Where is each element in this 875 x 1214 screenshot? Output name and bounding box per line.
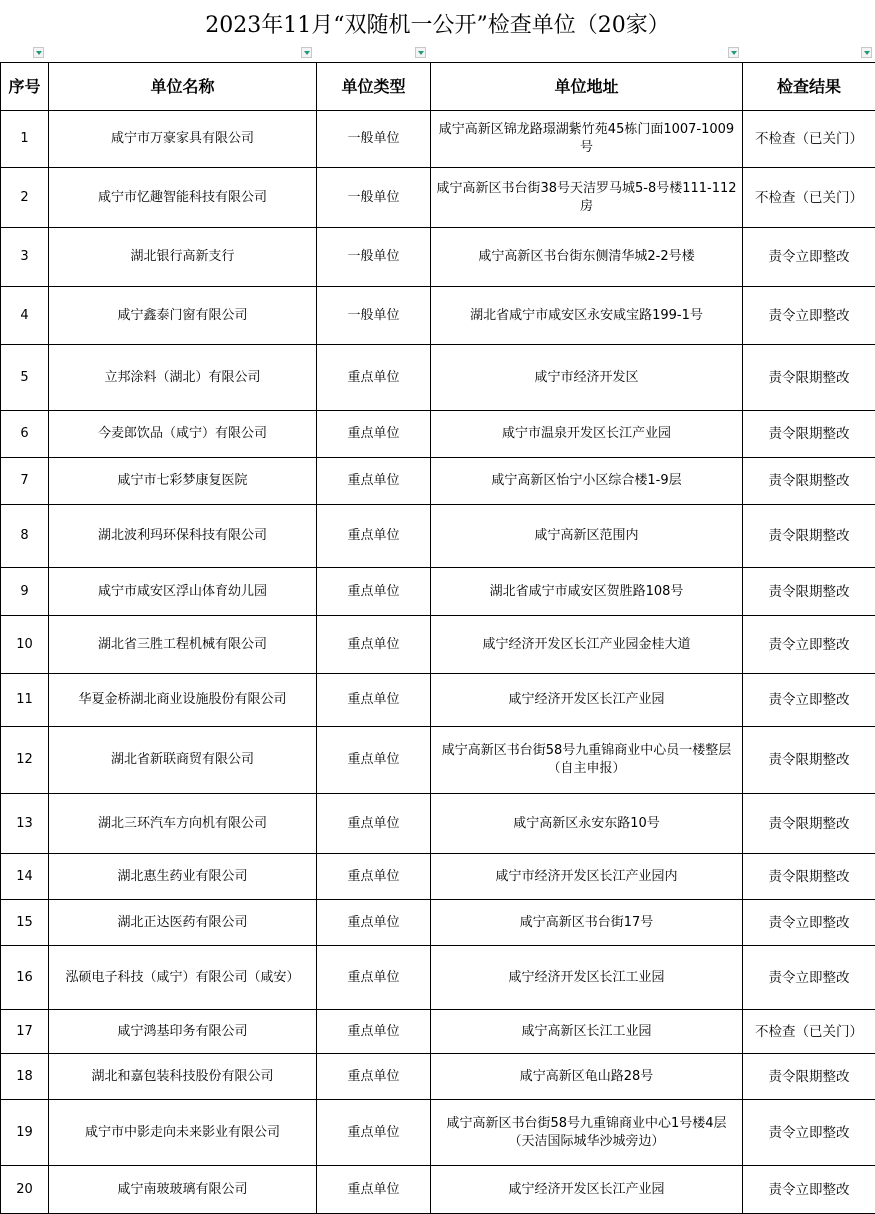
cell-index[interactable]: 8 [1, 505, 49, 568]
cell-index[interactable]: 14 [1, 854, 49, 900]
cell-address[interactable]: 咸宁高新区范围内 [431, 505, 743, 568]
header-type[interactable]: 单位类型 [317, 63, 431, 111]
cell-address[interactable]: 咸宁高新区永安东路10号 [431, 794, 743, 854]
cell-address[interactable]: 咸宁经济开发区长江产业园 [431, 674, 743, 727]
dropdown-filter-icon[interactable] [861, 47, 872, 58]
table-row [1, 568, 875, 616]
cell-result[interactable]: 责令限期整改 [743, 411, 875, 458]
cell-name[interactable]: 湖北和嘉包装科技股份有限公司 [49, 1054, 317, 1100]
cell-type[interactable]: 重点单位 [317, 1166, 431, 1214]
cell-address[interactable]: 咸宁高新区书台街58号九重锦商业中心员一楼整层（自主申报） [431, 727, 743, 794]
header-name[interactable]: 单位名称 [49, 63, 317, 111]
cell-result[interactable]: 责令限期整改 [743, 505, 875, 568]
dropdown-filter-icon[interactable] [33, 47, 44, 58]
cell-result[interactable]: 责令限期整改 [743, 1054, 875, 1100]
cell-result[interactable]: 责令立即整改 [743, 1166, 875, 1214]
header-result[interactable]: 检查结果 [743, 63, 875, 111]
header-row [1, 63, 875, 111]
cell-name[interactable]: 咸宁市咸安区浮山体育幼儿园 [49, 568, 317, 616]
dropdown-filter-icon[interactable] [301, 47, 312, 58]
cell-address[interactable]: 咸宁经济开发区长江工业园 [431, 946, 743, 1010]
dropdown-filter-icon[interactable] [728, 47, 739, 58]
cell-type[interactable]: 重点单位 [317, 854, 431, 900]
cell-address[interactable]: 咸宁经济开发区长江产业园 [431, 1166, 743, 1214]
cell-result[interactable]: 责令立即整改 [743, 287, 875, 345]
cell-type[interactable]: 重点单位 [317, 674, 431, 727]
cell-address[interactable]: 咸宁市经济开发区长江产业园内 [431, 854, 743, 900]
cell-result[interactable]: 责令立即整改 [743, 674, 875, 727]
cell-index[interactable]: 9 [1, 568, 49, 616]
cell-index[interactable]: 5 [1, 345, 49, 411]
cell-name[interactable]: 咸宁市中影走向未来影业有限公司 [49, 1100, 317, 1166]
cell-index[interactable]: 7 [1, 458, 49, 505]
cell-index[interactable]: 19 [1, 1100, 49, 1166]
cell-address[interactable]: 咸宁高新区锦龙路璟湖紫竹苑45栋门面1007-1009号 [431, 111, 743, 168]
filter-row [0, 46, 875, 62]
table-row [1, 616, 875, 674]
cell-type[interactable]: 重点单位 [317, 1100, 431, 1166]
table-row [1, 458, 875, 505]
cell-result[interactable]: 不检查（已关门） [743, 168, 875, 228]
table-row [1, 1166, 875, 1214]
cell-type[interactable]: 重点单位 [317, 568, 431, 616]
header-address[interactable]: 单位地址 [431, 63, 743, 111]
cell-type[interactable]: 重点单位 [317, 794, 431, 854]
cell-name[interactable]: 湖北惠生药业有限公司 [49, 854, 317, 900]
cell-address[interactable]: 咸宁高新区长江工业园 [431, 1010, 743, 1054]
cell-index[interactable]: 13 [1, 794, 49, 854]
cell-address[interactable]: 咸宁高新区书台街38号天洁罗马城5-8号楼111-112房 [431, 168, 743, 228]
cell-address[interactable]: 咸宁高新区怡宁小区综合楼1-9层 [431, 458, 743, 505]
table-row [1, 1054, 875, 1100]
table-row [1, 674, 875, 727]
inspection-table [0, 62, 875, 1214]
cell-index[interactable]: 16 [1, 946, 49, 1010]
cell-address[interactable]: 湖北省咸宁市咸安区永安咸宝路199-1号 [431, 287, 743, 345]
cell-name[interactable]: 咸宁市忆趣智能科技有限公司 [49, 168, 317, 228]
table-row [1, 1100, 875, 1166]
cell-name[interactable]: 湖北省三胜工程机械有限公司 [49, 616, 317, 674]
cell-type[interactable]: 重点单位 [317, 411, 431, 458]
cell-result[interactable]: 责令限期整改 [743, 854, 875, 900]
cell-index[interactable]: 1 [1, 111, 49, 168]
table-row [1, 168, 875, 228]
cell-name[interactable]: 湖北波利玛环保科技有限公司 [49, 505, 317, 568]
cell-index[interactable]: 6 [1, 411, 49, 458]
cell-result[interactable]: 责令立即整改 [743, 900, 875, 946]
cell-type[interactable]: 重点单位 [317, 900, 431, 946]
cell-index[interactable]: 4 [1, 287, 49, 345]
cell-result[interactable]: 责令立即整改 [743, 946, 875, 1010]
cell-name[interactable]: 湖北银行高新支行 [49, 228, 317, 287]
cell-result[interactable]: 责令限期整改 [743, 568, 875, 616]
cell-address[interactable]: 咸宁市温泉开发区长江产业园 [431, 411, 743, 458]
cell-index[interactable]: 10 [1, 616, 49, 674]
cell-type[interactable]: 一般单位 [317, 287, 431, 345]
table-row [1, 111, 875, 168]
cell-type[interactable]: 重点单位 [317, 345, 431, 411]
cell-type[interactable]: 一般单位 [317, 168, 431, 228]
cell-name[interactable]: 华夏金桥湖北商业设施股份有限公司 [49, 674, 317, 727]
cell-address[interactable]: 咸宁高新区书台街东侧清华城2-2号楼 [431, 228, 743, 287]
cell-type[interactable]: 重点单位 [317, 946, 431, 1010]
table-row [1, 1010, 875, 1054]
cell-result[interactable]: 责令立即整改 [743, 616, 875, 674]
dropdown-filter-icon[interactable] [415, 47, 426, 58]
cell-address[interactable]: 咸宁市经济开发区 [431, 345, 743, 411]
cell-type[interactable]: 重点单位 [317, 1054, 431, 1100]
cell-name[interactable]: 泓硕电子科技（咸宁）有限公司（咸安） [49, 946, 317, 1010]
table-row [1, 854, 875, 900]
cell-name[interactable]: 咸宁鑫泰门窗有限公司 [49, 287, 317, 345]
cell-result[interactable]: 不检查（已关门） [743, 111, 875, 168]
table-row [1, 345, 875, 411]
table-row [1, 794, 875, 854]
sheet-title: 2023年11月“双随机一公开”检查单位（20家） [0, 0, 875, 46]
cell-result[interactable]: 责令限期整改 [743, 794, 875, 854]
table-row [1, 411, 875, 458]
cell-address[interactable]: 湖北省咸宁市咸安区贺胜路108号 [431, 568, 743, 616]
cell-name[interactable]: 咸宁市七彩梦康复医院 [49, 458, 317, 505]
cell-name[interactable]: 咸宁市万豪家具有限公司 [49, 111, 317, 168]
cell-type[interactable]: 重点单位 [317, 505, 431, 568]
cell-address[interactable]: 咸宁经济开发区长江产业园金桂大道 [431, 616, 743, 674]
cell-type[interactable]: 重点单位 [317, 727, 431, 794]
cell-result[interactable]: 责令限期整改 [743, 458, 875, 505]
table-row [1, 946, 875, 1010]
cell-index[interactable]: 2 [1, 168, 49, 228]
cell-result[interactable]: 责令立即整改 [743, 228, 875, 287]
cell-name[interactable]: 湖北省新联商贸有限公司 [49, 727, 317, 794]
cell-result[interactable]: 不检查（已关门） [743, 1010, 875, 1054]
cell-index[interactable]: 18 [1, 1054, 49, 1100]
cell-result[interactable]: 责令限期整改 [743, 727, 875, 794]
table-row [1, 900, 875, 946]
cell-type[interactable]: 重点单位 [317, 1010, 431, 1054]
cell-index[interactable]: 15 [1, 900, 49, 946]
cell-address[interactable]: 咸宁高新区龟山路28号 [431, 1054, 743, 1100]
cell-index[interactable]: 11 [1, 674, 49, 727]
cell-index[interactable]: 12 [1, 727, 49, 794]
header-index[interactable]: 序号 [1, 63, 49, 111]
cell-index[interactable]: 20 [1, 1166, 49, 1214]
table-row [1, 287, 875, 345]
cell-type[interactable]: 重点单位 [317, 458, 431, 505]
cell-name[interactable]: 立邦涂料（湖北）有限公司 [49, 345, 317, 411]
cell-type[interactable]: 重点单位 [317, 616, 431, 674]
cell-name[interactable]: 湖北三环汽车方向机有限公司 [49, 794, 317, 854]
cell-name[interactable]: 咸宁南玻玻璃有限公司 [49, 1166, 317, 1214]
cell-name[interactable]: 今麦郎饮品（咸宁）有限公司 [49, 411, 317, 458]
cell-name[interactable]: 湖北正达医药有限公司 [49, 900, 317, 946]
cell-index[interactable]: 3 [1, 228, 49, 287]
cell-address[interactable]: 咸宁高新区书台街58号九重锦商业中心1号楼4层（天洁国际城华沙城旁边） [431, 1100, 743, 1166]
table-row [1, 228, 875, 287]
cell-type[interactable]: 一般单位 [317, 228, 431, 287]
table-row [1, 727, 875, 794]
cell-name[interactable]: 咸宁鸿基印务有限公司 [49, 1010, 317, 1054]
table-row [1, 505, 875, 568]
cell-result[interactable]: 责令立即整改 [743, 1100, 875, 1166]
cell-address[interactable]: 咸宁高新区书台街17号 [431, 900, 743, 946]
cell-index[interactable]: 17 [1, 1010, 49, 1054]
cell-type[interactable]: 一般单位 [317, 111, 431, 168]
cell-result[interactable]: 责令限期整改 [743, 345, 875, 411]
